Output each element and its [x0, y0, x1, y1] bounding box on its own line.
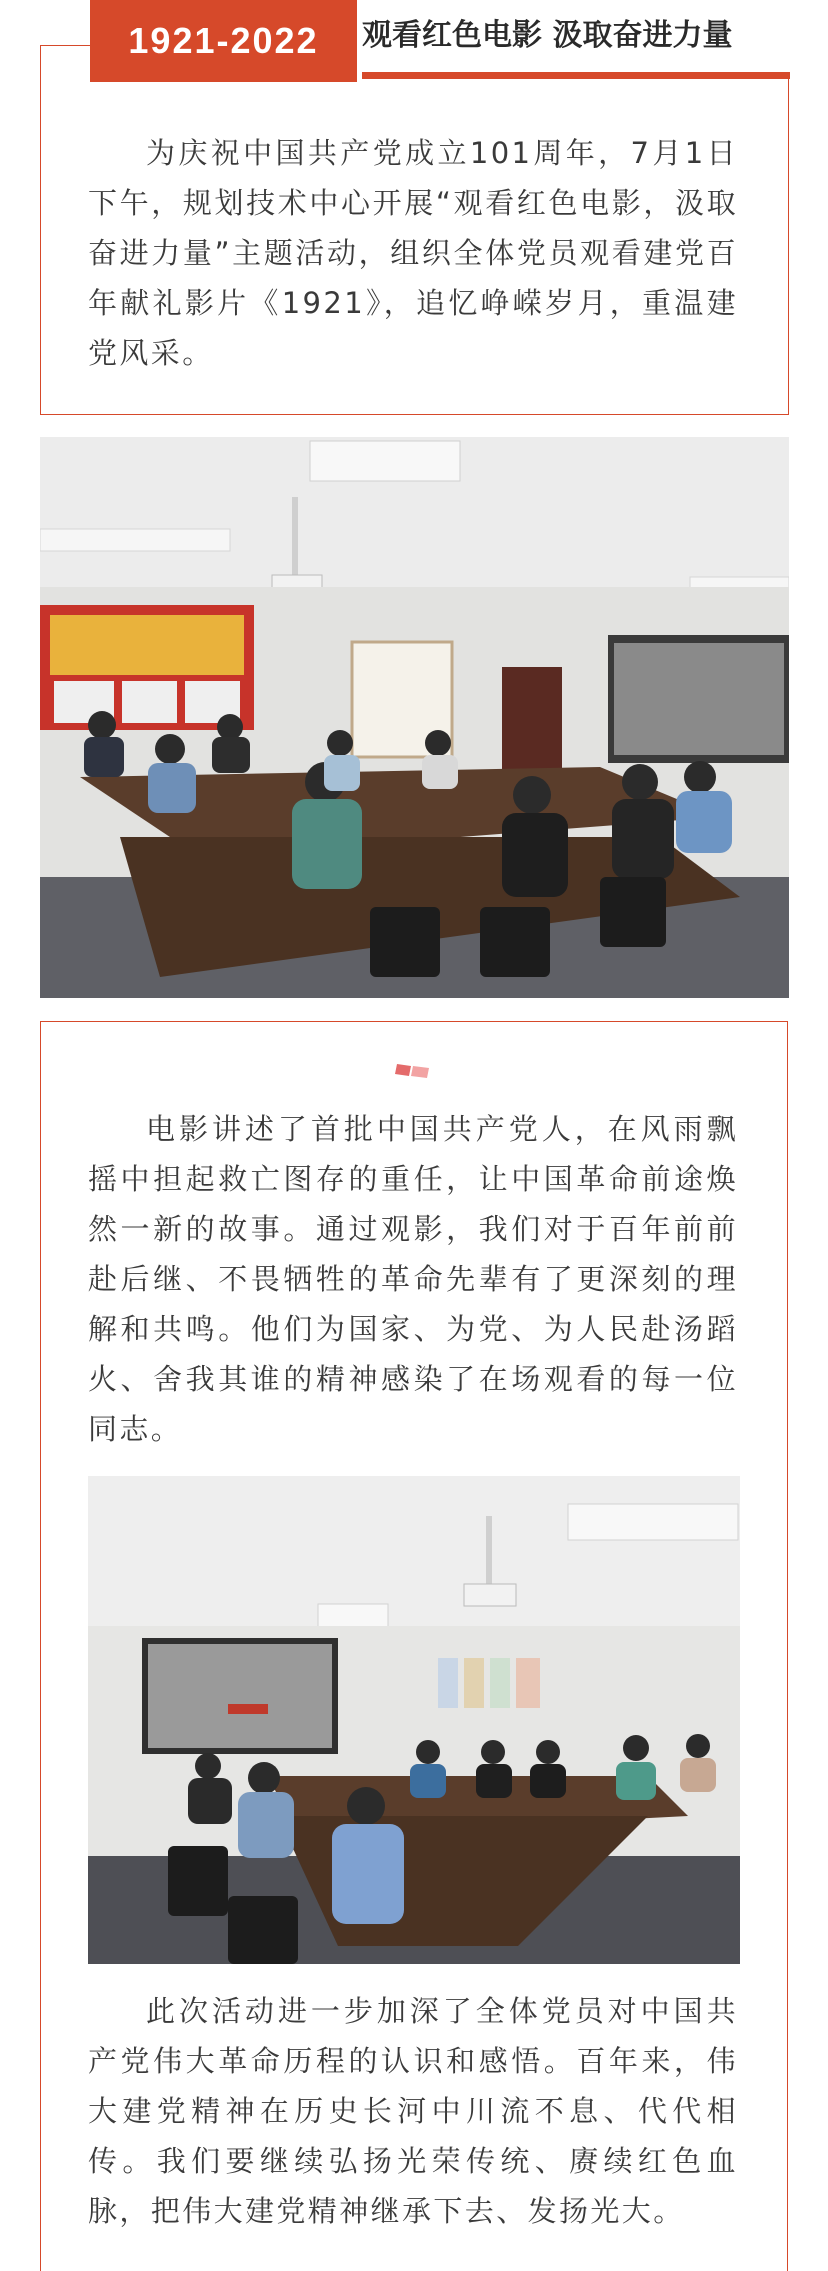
frame-border-left: [40, 45, 41, 415]
frame-border-right: [788, 79, 789, 415]
meeting-room-photo: [40, 437, 789, 998]
frame-border-bottom: [40, 414, 789, 415]
audience-photo: [88, 1476, 740, 1964]
story-paragraph: 电影讲述了首批中国共产党人，在风雨飘摇中担起救亡图存的重任，让中国革命前途焕然一新的故事。通过观影，我们对于百年前前赴后继、不畏牺牲的革命先辈有了更深刻的理解和共鸣。他们为国家、为党、为人民赴汤蹈火、舍我其谁的精神感染了在场观看的每一位同志。: [88, 1112, 738, 1446]
conclusion-paragraph: 此次活动进一步加深了全体党员对中国共产党伟大革命历程的认识和感悟。百年来，伟大建党精神在历史长河中川流不息、代代相传。我们要继续弘扬光荣传统、赓续红色血脉，把伟大建党精神继承下去、发扬光大。: [88, 1994, 738, 2228]
audience-photo-illustration: [88, 1476, 740, 1964]
frame-border-top: [40, 45, 90, 46]
year-badge: 1921-2022: [90, 0, 357, 82]
meeting-room-photo-illustration: [40, 437, 789, 998]
title-underline: [362, 72, 790, 79]
page-title: 观看红色电影 汲取奋进力量: [362, 18, 733, 53]
intro-paragraph: 为庆祝中国共产党成立101周年，7月1日下午，规划技术中心开展“观看红色电影，汲取奋进力量”主题活动，组织全体党员观看建党百年献礼影片《1921》，追忆峥嵘岁月，重温建党风采。: [88, 136, 738, 370]
decorative-ornament-icon: [395, 1062, 431, 1078]
